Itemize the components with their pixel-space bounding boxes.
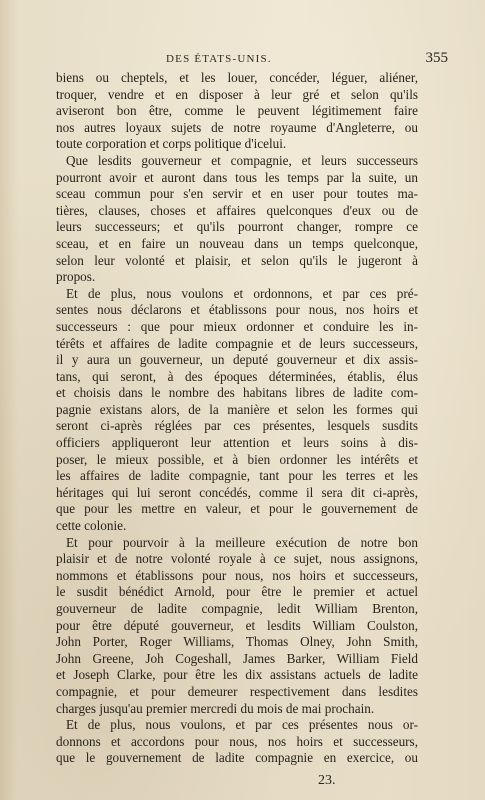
text-line: pour être député gouverneur, et lesdits William Coulston,: [56, 617, 418, 633]
text-line: gouverneur de ladite compagnie, ledit William Brenton,: [56, 601, 418, 616]
text-line: plaisir et de notre volonté royale à ce sujet, nous assignons,: [56, 551, 418, 567]
text-line: il y aura un gouverneur, un deputé gouverneur et dix assis-: [56, 352, 418, 368]
text-line: tans, qui seront, à des époques déterminées, établis, élus: [56, 368, 418, 384]
text-line: poser, le mieux possible, et à bien ordonner les intérêts et: [56, 451, 418, 467]
text-line: Et pour pourvoir à la meilleure exécution de notre bon: [66, 534, 418, 550]
text-line: biens ou cheptels, et les louer, concéder, léguer, aliéner,: [56, 70, 418, 85]
text-line: et Joseph Clarke, pour être les dix assistans actuels de ladite: [56, 667, 418, 683]
text-line: et choisis dans le nombre des habitans libres de ladite com-: [56, 385, 418, 401]
paragraph-2: [56, 153, 418, 286]
text-line: que le gouvernement de ladite compagnie en exercice, ou: [56, 750, 418, 766]
text-line: John Porter, Roger Williams, Thomas Olney, John Smith,: [56, 634, 418, 650]
text-line: toute corporation et corps politique d'icelui.: [56, 136, 287, 152]
text-line: que pour les mettre en valeur, et pour le gouvernement de: [56, 501, 418, 517]
text-line: pourront avoir et auront dans tous les temps par la suite, un: [56, 169, 418, 185]
text-line: seront ci-après réglées par ces présentes, lesquels susdits: [56, 418, 418, 434]
signature-mark: 23.: [318, 773, 336, 788]
text-line: donnons et accordons pour nous, nos hoirs et successeurs,: [56, 733, 418, 749]
text-line: troquer, vendre et en disposer à leur gré et selon qu'ils: [56, 86, 418, 102]
paragraph-3: [56, 286, 418, 535]
paragraph-1: [56, 70, 418, 153]
text-line: sceau commun pour s'en servir et en user pour toutes ma-: [56, 186, 418, 202]
text-line: selon leur volonté et plaisir, et selon qu'ils le jugeront à: [56, 252, 418, 268]
text-line: le susdit bénédict Arnold, pour être le premier et actuel: [56, 584, 418, 600]
text-line: John Greene, Joh Cogeshall, James Barker, William Field: [56, 650, 418, 666]
running-head: [58, 50, 448, 68]
text-line: pagnie existans alors, de la manière et selon les formes qui: [56, 401, 418, 417]
text-line: aviseront bon être, comme le peuvent légitimement faire: [56, 103, 418, 119]
body-text: [56, 70, 418, 767]
text-line: charges jusqu'au premier mercredi du mois de mai prochain.: [56, 700, 375, 716]
text-line: cette colonie.: [56, 518, 127, 534]
text-line: térêts et affaires de ladite compagnie et de leurs successeurs,: [56, 335, 418, 351]
text-line: propos.: [56, 269, 96, 285]
text-line: héritages qui lui seront concédés, comme il sera dit ci-après,: [56, 484, 418, 500]
text-line: nommons et établissons pour nous, nos hoirs et successeurs,: [56, 567, 418, 583]
paragraph-5: [56, 717, 418, 767]
page-number: 355: [425, 50, 448, 66]
text-line: sceau, et en faire un nouveau dans un temps quelconque,: [56, 235, 418, 251]
text-line: officiers appliqueront leur attention et leurs soins à dis-: [56, 435, 418, 451]
text-line: sentes nous déclarons et établissons pour nous, nos hoirs et: [56, 302, 418, 318]
running-title: DES ÉTATS-UNIS.: [166, 53, 272, 65]
text-line: Et de plus, nous voulons, et par ces présentes nous or-: [66, 717, 418, 733]
text-line: Et de plus, nous voulons et ordonnons, et par ces pré-: [66, 285, 418, 301]
text-line: nos autres loyaux sujets de notre royaume d'Angleterre, ou: [56, 119, 418, 135]
text-line: leurs successeurs; et qu'ils pourront changer, rompre ce: [56, 219, 418, 235]
text-line: compagnie, et pour demeurer respectivement dans lesdites: [56, 683, 418, 699]
text-line: tières, clauses, choses et affaires quelconques d'eux ou de: [56, 202, 418, 218]
text-line: les affaires de ladite compagnie, tant pour les terres et les: [56, 468, 418, 484]
text-line: successeurs : que pour mieux ordonner et conduire les in-: [56, 318, 418, 334]
text-line: Que lesdits gouverneur et compagnie, et leurs successeurs: [66, 152, 418, 168]
paragraph-4: [56, 535, 418, 718]
